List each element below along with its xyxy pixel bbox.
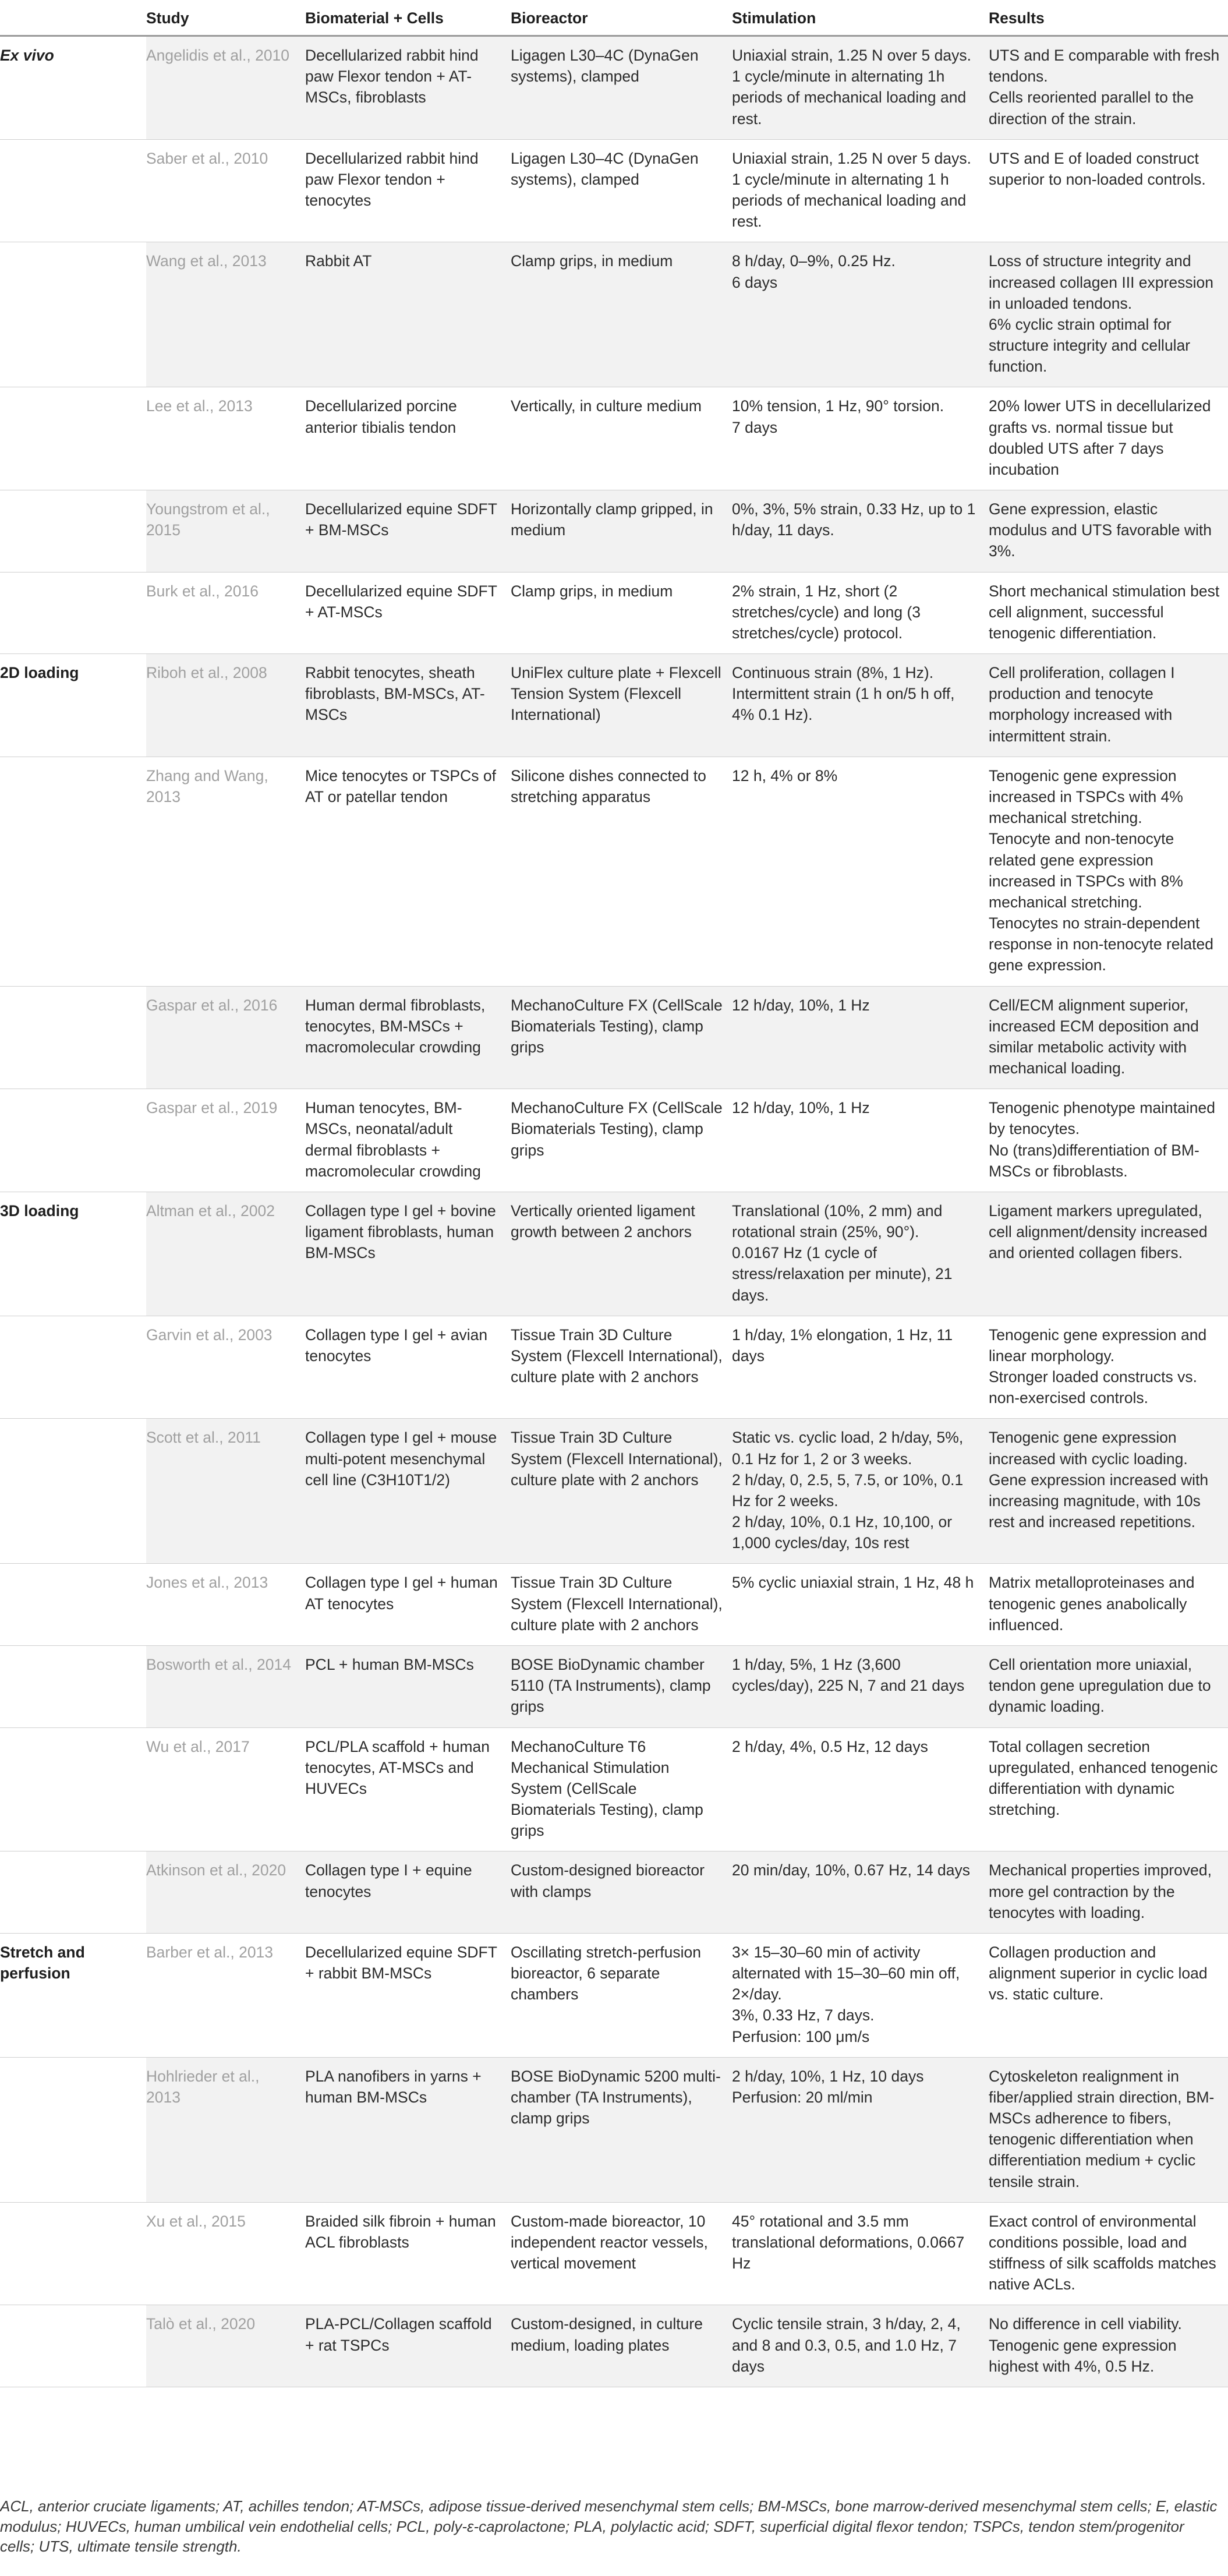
study-cell: Hohlrieder et al., 2013 bbox=[146, 2057, 305, 2202]
bioreactor-cell: Clamp grips, in medium bbox=[511, 572, 732, 654]
results-line: Total collagen secretion upregulated, enhanced tenogenic differentiation with dynamic stretching. bbox=[989, 1737, 1218, 1819]
section-label bbox=[0, 387, 146, 490]
stimulation-cell bbox=[732, 2305, 989, 2387]
section-label bbox=[0, 986, 146, 1089]
results-line: Gene expression, elastic modulus and UTS favorable with 3%. bbox=[989, 500, 1212, 560]
table-footnote: ACL, anterior cruciate ligaments; AT, achilles tendon; AT-MSCs, adipose tissue-derived mesenchymal stem cells; BM-MSCs, bone marrow-derived mesenchymal stem cells; E, elastic modulus; HUVECs, human umbilical vein endothelial cells; PCL, poly-ε-caprolactone; PLA, polylactic acid; SDFT, superficial digital flexor tendon; TSPCs, tendon stem/progenitor cells; UTS, ultimate tensile strength. bbox=[0, 2497, 1218, 2556]
biomaterial-cell: Collagen type I gel + bovine ligament fibroblasts, human BM-MSCs bbox=[305, 1192, 511, 1316]
biomaterial-cell: Human tenocytes, BM-MSCs, neonatal/adult dermal fibroblasts + macromolecular crowding bbox=[305, 1089, 511, 1192]
stimulation-line: Continuous strain (8%, 1 Hz). Intermittent strain (1 h on/5 h off, 4% 0.1 Hz). bbox=[732, 664, 955, 724]
stimulation-line: 1 cycle/minute in alternating 1 h periods of mechanical loading and rest. bbox=[732, 170, 967, 231]
stimulation-line: 10% tension, 1 Hz, 90° torsion. bbox=[732, 397, 944, 415]
study-cell: Burk et al., 2016 bbox=[146, 572, 305, 654]
stimulation-cell bbox=[732, 139, 989, 242]
bioreactor-cell: Custom-designed bioreactor with clamps bbox=[511, 1851, 732, 1934]
section-label bbox=[0, 2202, 146, 2305]
stimulation-cell bbox=[732, 1089, 989, 1192]
results-cell bbox=[989, 387, 1228, 490]
biomaterial-cell: Rabbit AT bbox=[305, 242, 511, 387]
bioreactor-cell: Tissue Train 3D Culture System (Flexcell International), culture plate with 2 anchors bbox=[511, 1419, 732, 1564]
stimulation-line: 1 h/day, 5%, 1 Hz (3,600 cycles/day), 225 N, 7 and 21 days bbox=[732, 1656, 965, 1695]
results-line: Exact control of environmental conditions possible, load and stiffness of silk scaffolds matches native ACLs. bbox=[989, 2212, 1216, 2294]
stimulation-cell bbox=[732, 1316, 989, 1419]
study-cell: Wang et al., 2013 bbox=[146, 242, 305, 387]
table-row bbox=[0, 36, 1228, 140]
bioreactor-cell: UniFlex culture plate + Flexcell Tension System (Flexcell International) bbox=[511, 654, 732, 757]
results-cell bbox=[989, 1851, 1228, 1934]
results-line: No (trans)differentiation of BM-MSCs or fibroblasts. bbox=[989, 1141, 1199, 1180]
stimulation-line: Translational (10%, 2 mm) and rotational strain (25%, 90°). bbox=[732, 1202, 943, 1241]
results-line: Tenogenic gene expression and linear morphology. bbox=[989, 1326, 1207, 1365]
table-row bbox=[0, 757, 1228, 986]
biomaterial-cell: Collagen type I gel + mouse multi-potent mesenchymal cell line (C3H10T1/2) bbox=[305, 1419, 511, 1564]
results-cell bbox=[989, 1646, 1228, 1728]
biomaterial-cell: Collagen type I + equine tenocytes bbox=[305, 1851, 511, 1934]
results-line: Gene expression increased with increasing magnitude, with 10s rest and increased repetitions. bbox=[989, 1471, 1209, 1531]
results-line: Mechanical properties improved, more gel contraction by the tenocytes with loading. bbox=[989, 1861, 1212, 1921]
results-line: UTS and E of loaded construct superior to non-loaded controls. bbox=[989, 149, 1206, 188]
bioreactor-cell: Horizontally clamp gripped, in medium bbox=[511, 490, 732, 573]
biomaterial-cell: PCL + human BM-MSCs bbox=[305, 1646, 511, 1728]
results-cell bbox=[989, 490, 1228, 573]
table-row bbox=[0, 242, 1228, 387]
stimulation-line: 45° rotational and 3.5 mm translational deformations, 0.0667 Hz bbox=[732, 2212, 965, 2273]
biomaterial-cell: Collagen type I gel + avian tenocytes bbox=[305, 1316, 511, 1419]
study-cell: Lee et al., 2013 bbox=[146, 387, 305, 490]
results-line: Cell orientation more uniaxial, tendon gene upregulation due to dynamic loading. bbox=[989, 1656, 1211, 1716]
table-row bbox=[0, 2057, 1228, 2202]
study-cell: Barber et al., 2013 bbox=[146, 1933, 305, 2057]
study-cell: Atkinson et al., 2020 bbox=[146, 1851, 305, 1934]
study-cell: Zhang and Wang, 2013 bbox=[146, 757, 305, 986]
table-row bbox=[0, 490, 1228, 573]
stimulation-line: 2 h/day, 4%, 0.5 Hz, 12 days bbox=[732, 1737, 928, 1755]
stimulation-line: 5% cyclic uniaxial strain, 1 Hz, 48 h bbox=[732, 1574, 974, 1592]
biomaterial-cell: PLA-PCL/Collagen scaffold + rat TSPCs bbox=[305, 2305, 511, 2387]
study-cell: Scott et al., 2011 bbox=[146, 1419, 305, 1564]
results-line: Tenocytes no strain-dependent response in non-tenocyte related gene expression. bbox=[989, 914, 1213, 974]
results-cell bbox=[989, 1192, 1228, 1316]
stimulation-line: 2 h/day, 10%, 0.1 Hz, 10,100, or 1,000 cycles/day, 10s rest bbox=[732, 1513, 953, 1552]
results-cell bbox=[989, 1316, 1228, 1419]
table-row bbox=[0, 654, 1228, 757]
stimulation-line: 12 h, 4% or 8% bbox=[732, 766, 838, 785]
results-cell bbox=[989, 2305, 1228, 2387]
table-row bbox=[0, 1419, 1228, 1564]
results-line: Short mechanical stimulation best cell alignment, successful tenogenic differentiation. bbox=[989, 582, 1220, 642]
results-line: UTS and E comparable with fresh tendons. bbox=[989, 47, 1220, 86]
results-cell bbox=[989, 572, 1228, 654]
results-line: Cell proliferation, collagen I production and tenocyte morphology increased with intermittent strain. bbox=[989, 664, 1175, 745]
stimulation-line: 0%, 3%, 5% strain, 0.33 Hz, up to 1 h/day, 11 days. bbox=[732, 500, 976, 539]
table-row bbox=[0, 1727, 1228, 1851]
stimulation-line: Perfusion: 100 μm/s bbox=[732, 2027, 870, 2045]
study-cell: Garvin et al., 2003 bbox=[146, 1316, 305, 1419]
table-row bbox=[0, 572, 1228, 654]
results-cell bbox=[989, 2057, 1228, 2202]
stimulation-line: 3%, 0.33 Hz, 7 days. bbox=[732, 2006, 875, 2024]
section-label bbox=[0, 1727, 146, 1851]
bioreactor-cell: MechanoCulture T6 Mechanical Stimulation System (CellScale Biomaterials Testing), clamp grips bbox=[511, 1727, 732, 1851]
stimulation-line: Uniaxial strain, 1.25 N over 5 days. bbox=[732, 47, 971, 64]
results-line: No difference in cell viability. bbox=[989, 2315, 1182, 2333]
stimulation-cell bbox=[732, 1933, 989, 2057]
biomaterial-cell: Decellularized porcine anterior tibialis tendon bbox=[305, 387, 511, 490]
study-cell: Wu et al., 2017 bbox=[146, 1727, 305, 1851]
biomaterial-cell: Mice tenocytes or TSPCs of AT or patellar tendon bbox=[305, 757, 511, 986]
stimulation-line: 20 min/day, 10%, 0.67 Hz, 14 days bbox=[732, 1861, 971, 1879]
stimulation-line: 8 h/day, 0–9%, 0.25 Hz. bbox=[732, 252, 896, 270]
study-cell: Gaspar et al., 2019 bbox=[146, 1089, 305, 1192]
results-cell bbox=[989, 1089, 1228, 1192]
results-cell bbox=[989, 1564, 1228, 1646]
table-row bbox=[0, 1089, 1228, 1192]
bioreactor-cell: Ligagen L30–4C (DynaGen systems), clamped bbox=[511, 36, 732, 140]
biomaterial-cell: Human dermal fibroblasts, tenocytes, BM-MSCs + macromolecular crowding bbox=[305, 986, 511, 1089]
stimulation-cell bbox=[732, 1646, 989, 1728]
results-line: Tenogenic phenotype maintained by tenocytes. bbox=[989, 1099, 1215, 1138]
section-label: 3D loading bbox=[0, 1192, 146, 1316]
stimulation-line: Perfusion: 20 ml/min bbox=[732, 2088, 873, 2106]
biomaterial-cell: PCL/PLA scaffold + human tenocytes, AT-MSCs and HUVECs bbox=[305, 1727, 511, 1851]
stimulation-cell bbox=[732, 36, 989, 140]
biomaterial-cell: Collagen type I gel + human AT tenocytes bbox=[305, 1564, 511, 1646]
header-biomaterial: Biomaterial + Cells bbox=[305, 0, 511, 36]
stimulation-line: 2 h/day, 0, 2.5, 5, 7.5, or 10%, 0.1 Hz for 2 weeks. bbox=[732, 1471, 964, 1510]
table-row bbox=[0, 387, 1228, 490]
section-label bbox=[0, 2057, 146, 2202]
results-line: 20% lower UTS in decellularized grafts vs. normal tissue but doubled UTS after 7 days incubation bbox=[989, 397, 1211, 478]
bioreactor-cell: Clamp grips, in medium bbox=[511, 242, 732, 387]
stimulation-cell bbox=[732, 1564, 989, 1646]
table-row bbox=[0, 1192, 1228, 1316]
table-row bbox=[0, 1646, 1228, 1728]
bioreactor-cell: Custom-designed, in culture medium, loading plates bbox=[511, 2305, 732, 2387]
bioreactor-cell: MechanoCulture FX (CellScale Biomaterials Testing), clamp grips bbox=[511, 1089, 732, 1192]
table-row bbox=[0, 986, 1228, 1089]
bioreactor-cell: Tissue Train 3D Culture System (Flexcell International), culture plate with 2 anchors bbox=[511, 1316, 732, 1419]
stimulation-line: 7 days bbox=[732, 418, 778, 436]
stimulation-cell bbox=[732, 1192, 989, 1316]
stimulation-cell bbox=[732, 757, 989, 986]
results-line: Tenocyte and non-tenocyte related gene expression increased in TSPCs with 8% mechanical stretching. bbox=[989, 830, 1183, 911]
section-label: Stretch and perfusion bbox=[0, 1933, 146, 2057]
results-cell bbox=[989, 1933, 1228, 2057]
section-label bbox=[0, 2305, 146, 2387]
stimulation-line: 12 h/day, 10%, 1 Hz bbox=[732, 996, 870, 1014]
stimulation-line: Uniaxial strain, 1.25 N over 5 days. bbox=[732, 149, 971, 167]
table-row bbox=[0, 1933, 1228, 2057]
stimulation-cell bbox=[732, 387, 989, 490]
study-cell: Riboh et al., 2008 bbox=[146, 654, 305, 757]
study-cell: Altman et al., 2002 bbox=[146, 1192, 305, 1316]
section-label: Ex vivo bbox=[0, 36, 146, 140]
results-line: Matrix metalloproteinases and tenogenic genes anabolically influenced. bbox=[989, 1574, 1195, 1634]
results-line: Collagen production and alignment superior in cyclic load vs. static culture. bbox=[989, 1943, 1208, 2003]
biomaterial-cell: Decellularized rabbit hind paw Flexor tendon + tenocytes bbox=[305, 139, 511, 242]
biomaterial-cell: Decellularized rabbit hind paw Flexor tendon + AT-MSCs, fibroblasts bbox=[305, 36, 511, 140]
study-cell: Bosworth et al., 2014 bbox=[146, 1646, 305, 1728]
bioreactor-cell: Ligagen L30–4C (DynaGen systems), clamped bbox=[511, 139, 732, 242]
header-stimulation: Stimulation bbox=[732, 0, 989, 36]
stimulation-cell bbox=[732, 1851, 989, 1934]
section-label bbox=[0, 572, 146, 654]
section-label bbox=[0, 1851, 146, 1934]
biomaterial-cell: PLA nanofibers in yarns + human BM-MSCs bbox=[305, 2057, 511, 2202]
stimulation-cell bbox=[732, 654, 989, 757]
results-cell bbox=[989, 1727, 1228, 1851]
stimulation-line: 2% strain, 1 Hz, short (2 stretches/cycle) and long (3 stretches/cycle) protocol. bbox=[732, 582, 921, 642]
results-line: 6% cyclic strain optimal for structure integrity and cellular function. bbox=[989, 315, 1191, 376]
stimulation-cell bbox=[732, 1419, 989, 1564]
section-label bbox=[0, 242, 146, 387]
bioreactor-cell: MechanoCulture FX (CellScale Biomaterials Testing), clamp grips bbox=[511, 986, 732, 1089]
results-line: Stronger loaded constructs vs. non-exercised controls. bbox=[989, 1368, 1197, 1407]
biomaterial-cell: Rabbit tenocytes, sheath fibroblasts, BM-MSCs, AT-MSCs bbox=[305, 654, 511, 757]
stimulation-line: 1 h/day, 1% elongation, 1 Hz, 11 days bbox=[732, 1326, 953, 1365]
study-cell: Jones et al., 2013 bbox=[146, 1564, 305, 1646]
table-row bbox=[0, 1564, 1228, 1646]
results-line: Cytoskeleton realignment in fiber/applied strain direction, BM-MSCs adherence to fibers, tenogenic differentiation when differentiation medium + cyclic tensile strain. bbox=[989, 2067, 1215, 2190]
section-label bbox=[0, 1419, 146, 1564]
section-label: 2D loading bbox=[0, 654, 146, 757]
results-line: Tenogenic gene expression highest with 4%, 0.5 Hz. bbox=[989, 2336, 1177, 2375]
header-bioreactor: Bioreactor bbox=[511, 0, 732, 36]
stimulation-cell bbox=[732, 490, 989, 573]
table-row bbox=[0, 1316, 1228, 1419]
bioreactor-cell: Custom-made bioreactor, 10 independent reactor vessels, vertical movement bbox=[511, 2202, 732, 2305]
bioreactor-cell: BOSE BioDynamic 5200 multi-chamber (TA Instruments), clamp grips bbox=[511, 2057, 732, 2202]
table-header-row bbox=[0, 0, 1228, 36]
study-cell: Xu et al., 2015 bbox=[146, 2202, 305, 2305]
header-results: Results bbox=[989, 0, 1228, 36]
results-cell bbox=[989, 757, 1228, 986]
stimulation-cell bbox=[732, 2202, 989, 2305]
study-cell: Gaspar et al., 2016 bbox=[146, 986, 305, 1089]
results-cell bbox=[989, 654, 1228, 757]
stimulation-cell bbox=[732, 242, 989, 387]
section-label bbox=[0, 757, 146, 986]
section-label bbox=[0, 139, 146, 242]
results-cell bbox=[989, 139, 1228, 242]
header-study: Study bbox=[146, 0, 305, 36]
results-cell bbox=[989, 36, 1228, 140]
section-label bbox=[0, 1564, 146, 1646]
results-cell bbox=[989, 2202, 1228, 2305]
biomaterial-cell: Decellularized equine SDFT + BM-MSCs bbox=[305, 490, 511, 573]
stimulation-cell bbox=[732, 986, 989, 1089]
header-section bbox=[0, 0, 146, 36]
results-line: Tenogenic gene expression increased in TSPCs with 4% mechanical stretching. bbox=[989, 766, 1183, 827]
bioreactor-cell: BOSE BioDynamic chamber 5110 (TA Instruments), clamp grips bbox=[511, 1646, 732, 1728]
bioreactor-cell: Vertically, in culture medium bbox=[511, 387, 732, 490]
section-label bbox=[0, 1089, 146, 1192]
section-label bbox=[0, 1646, 146, 1728]
results-cell bbox=[989, 242, 1228, 387]
biomaterial-cell: Braided silk fibroin + human ACL fibroblasts bbox=[305, 2202, 511, 2305]
stimulation-cell bbox=[732, 1727, 989, 1851]
study-cell: Youngstrom et al., 2015 bbox=[146, 490, 305, 573]
study-cell: Angelidis et al., 2010 bbox=[146, 36, 305, 140]
biomaterial-cell: Decellularized equine SDFT + AT-MSCs bbox=[305, 572, 511, 654]
table-body bbox=[0, 36, 1228, 2387]
biomaterial-cell: Decellularized equine SDFT + rabbit BM-MSCs bbox=[305, 1933, 511, 2057]
results-line: Loss of structure integrity and increased collagen III expression in unloaded tendons. bbox=[989, 252, 1213, 312]
bioreactor-cell: Oscillating stretch-perfusion bioreactor, 6 separate chambers bbox=[511, 1933, 732, 2057]
results-line: Tenogenic gene expression increased with cyclic loading. bbox=[989, 1429, 1188, 1468]
stimulation-line: 3× 15–30–60 min of activity alternated with 15–30–60 min off, 2×/day. bbox=[732, 1943, 960, 2003]
results-cell bbox=[989, 986, 1228, 1089]
table-row bbox=[0, 139, 1228, 242]
stimulation-cell bbox=[732, 572, 989, 654]
study-cell: Talò et al., 2020 bbox=[146, 2305, 305, 2387]
stimulation-line: Cyclic tensile strain, 3 h/day, 2, 4, and 8 and 0.3, 0.5, and 1.0 Hz, 7 days bbox=[732, 2315, 961, 2375]
stimulation-line: Static vs. cyclic load, 2 h/day, 5%, 0.1 Hz for 1, 2 or 3 weeks. bbox=[732, 1429, 964, 1468]
study-cell: Saber et al., 2010 bbox=[146, 139, 305, 242]
section-label bbox=[0, 490, 146, 573]
table-row bbox=[0, 2305, 1228, 2387]
results-line: Cells reoriented parallel to the direction of the strain. bbox=[989, 89, 1194, 128]
results-line: Ligament markers upregulated, cell alignment/density increased and oriented collagen fibers. bbox=[989, 1202, 1208, 1262]
stimulation-line: 0.0167 Hz (1 cycle of stress/relaxation per minute), 21 days. bbox=[732, 1244, 953, 1304]
stimulation-line: 6 days bbox=[732, 273, 778, 291]
table-row bbox=[0, 2202, 1228, 2305]
stimulation-line: 12 h/day, 10%, 1 Hz bbox=[732, 1099, 870, 1117]
stimulation-cell bbox=[732, 2057, 989, 2202]
stimulation-line: 2 h/day, 10%, 1 Hz, 10 days bbox=[732, 2067, 924, 2085]
results-line: Cell/ECM alignment superior, increased ECM deposition and similar metabolic activity with mechanical loading. bbox=[989, 996, 1199, 1077]
results-cell bbox=[989, 1419, 1228, 1564]
bioreactor-cell: Vertically oriented ligament growth between 2 anchors bbox=[511, 1192, 732, 1316]
bioreactor-cell: Tissue Train 3D Culture System (Flexcell International), culture plate with 2 anchors bbox=[511, 1564, 732, 1646]
section-label bbox=[0, 1316, 146, 1419]
table-row bbox=[0, 1851, 1228, 1934]
stimulation-line: 1 cycle/minute in alternating 1h periods of mechanical loading and rest. bbox=[732, 68, 967, 128]
bioreactor-cell: Silicone dishes connected to stretching apparatus bbox=[511, 757, 732, 986]
